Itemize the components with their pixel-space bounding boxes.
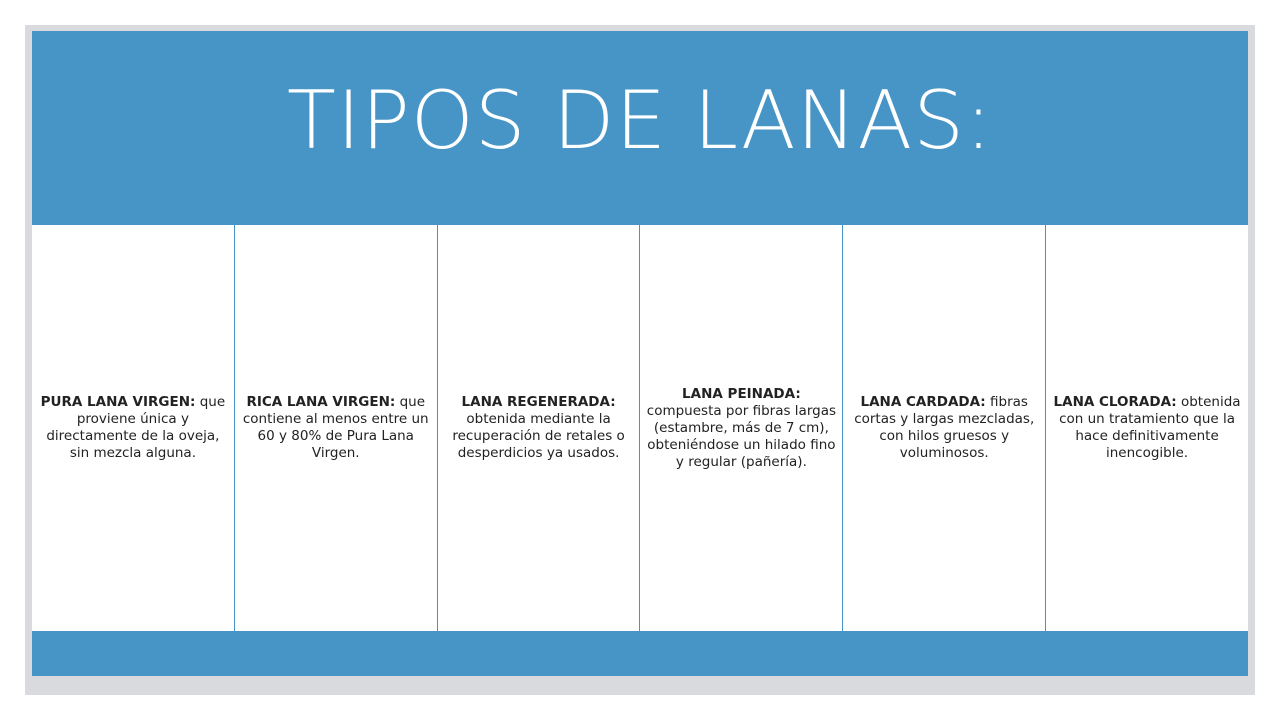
wool-type-description: fibras cortas y largas mezcladas, con hilos gruesos y voluminosos.	[854, 394, 1035, 461]
wool-type-description: obtenida mediante la recuperación de retales o desperdicios ya usados.	[452, 411, 625, 461]
wool-type-cell	[843, 225, 1046, 631]
wool-type-cell	[438, 225, 641, 631]
wool-type-cell	[1046, 225, 1248, 631]
wool-types-table	[32, 225, 1248, 631]
wool-type-term: RICA LANA VIRGEN:	[246, 394, 396, 410]
slide	[32, 31, 1248, 676]
wool-type-term: LANA CARDADA:	[860, 394, 986, 410]
wool-type-cell	[235, 225, 438, 631]
wool-type-cell	[640, 225, 843, 631]
wool-type-description: que proviene única y directamente de la oveja, sin mezcla alguna.	[46, 394, 226, 461]
wool-type-cell	[32, 225, 235, 631]
wool-type-description: obtenida con un tratamiento que la hace definitivamente inencogible.	[1059, 394, 1241, 461]
wool-type-term: LANA PEINADA:	[682, 385, 801, 402]
wool-type-term: LANA CLORADA:	[1053, 394, 1177, 410]
wool-type-term: PURA LANA VIRGEN:	[40, 394, 196, 410]
wool-type-description: compuesta por fibras largas (estambre, más de 7 cm), obteniéndose un hilado fino y regular (pañería).	[646, 402, 837, 470]
wool-type-description: que contiene al menos entre un 60 y 80% de Pura Lana Virgen.	[242, 394, 429, 461]
wool-type-term: LANA REGENERADA:	[461, 394, 616, 410]
slide-title: TIPOS DE LANAS:	[287, 73, 993, 167]
